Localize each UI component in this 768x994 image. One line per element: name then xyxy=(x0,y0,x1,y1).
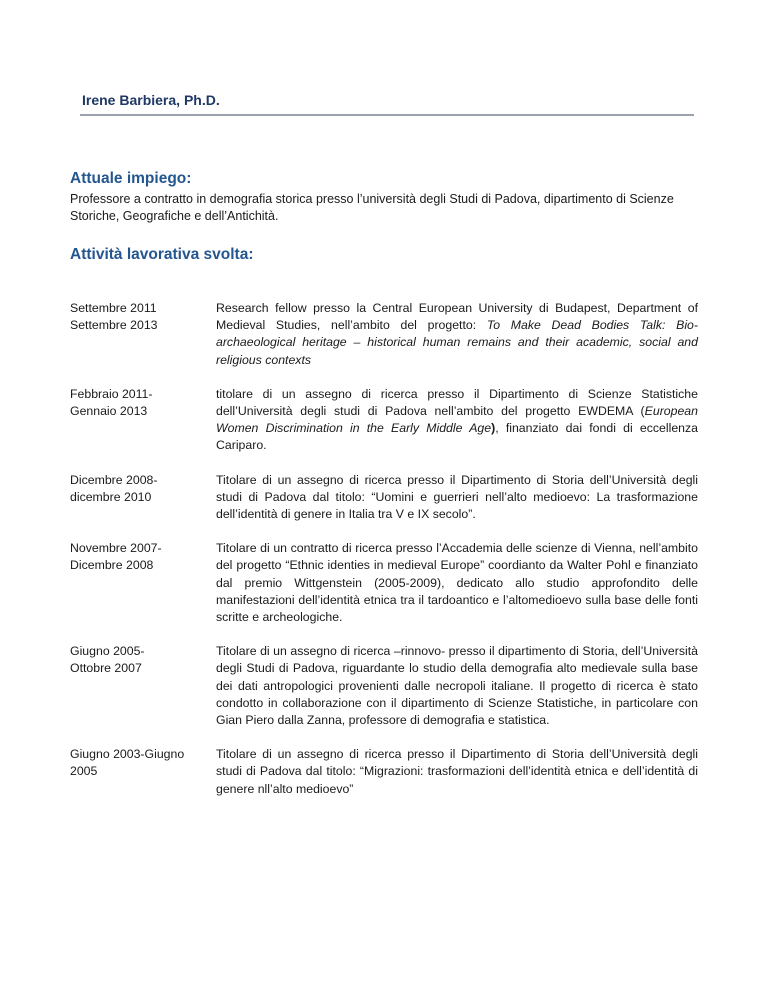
work-entry xyxy=(70,386,698,455)
entry-description: Titolare di un assegno di ricerca presso il Dipartimento di Storia dell’Università degli studi di Padova dal titolo: “Uomini e guerrieri nell’alto medioevo: La trasformazione dell’identità di genere in Italia tra V e IX secolo”. xyxy=(216,472,698,522)
author-name: Irene Barbiera, Ph.D. xyxy=(82,92,220,108)
entry-date: Febbraio 2011- Gennaio 2013 xyxy=(70,386,153,419)
entry-date: Giugno 2003-Giugno 2005 xyxy=(70,747,185,779)
entry-date: Dicembre 2008- dicembre 2010 xyxy=(70,472,158,504)
work-entry xyxy=(70,472,698,524)
entry-description: Titolare di un assegno di ricerca –rinnovo- presso il dipartimento di Storia, dell’Università degli Studi di Padova, riguardante lo studio della demografia alto medievale sulla base dei dati antropologici provenienti dalle necropoli italiane. Il progetto di ricerca è stato condotto in collaborazione con il dipartimento di Scienze Statistiche, in particolare con Gian Piero dalla Zanna, professore di demografia e statistica. xyxy=(216,644,698,728)
work-entry xyxy=(70,300,698,369)
work-entry xyxy=(70,540,698,626)
work-entry xyxy=(70,746,698,798)
entry-description: Titolare di un assegno di ricerca presso il Dipartimento di Storia dell’Università degli studi di Padova dal titolo: “Migrazioni: trasformazioni dell’identità etnica e dell’identità di genere nll’alto medioevo” xyxy=(216,747,698,796)
header xyxy=(80,92,694,116)
entry-description: titolare di un assegno di ricerca presso il Dipartimento di Scienze Statistiche dell’Università degli studi di Padova nell’ambito del progetto EWDEMA (European Women Discrimination in the Early Middle Age), finanziato dai fondi di eccellenza Cariparo. xyxy=(216,386,698,453)
entry-description: Research fellow presso la Central European University di Budapest, Department of Medieval Studies, nell’ambito del progetto: To Make Dead Bodies Talk: Bio-archaeological heritage – historical human remains and their academic, social and religious contexts xyxy=(216,301,698,367)
entry-date: Giugno 2005- Ottobre 2007 xyxy=(70,644,145,676)
header-divider xyxy=(80,114,694,116)
work-history-heading-wrap xyxy=(70,246,700,264)
entry-date: Settembre 2011 Settembre 2013 xyxy=(70,301,158,333)
current-employment-heading: Attuale impiego: xyxy=(70,170,192,187)
work-history-heading: Attività lavorativa svolta: xyxy=(70,246,254,263)
entry-description: Titolare di un contratto di ricerca presso l’Accademia delle scienze di Vienna, nell’ambito del progetto “Ethnic identies in medieval Europe” coordianto da Walter Pohl e finanziato dal premio Wittgenstein (2005-2009), dedicato allo studio approfondito delle manifestazioni dell’identità etnica tra il tardoantico e l’altomedioevo sulla base delle fonti scritte e archeologiche. xyxy=(216,541,698,625)
current-employment-section xyxy=(70,170,700,225)
work-entry xyxy=(70,643,698,729)
current-employment-text: Professore a contratto in demografia storica presso l’università degli Studi di Padova, dipartimento di Scienze Storiche, Geografiche e dell’Antichità. xyxy=(70,192,674,223)
work-history-list xyxy=(70,300,698,815)
entry-date: Novembre 2007- Dicembre 2008 xyxy=(70,541,162,573)
